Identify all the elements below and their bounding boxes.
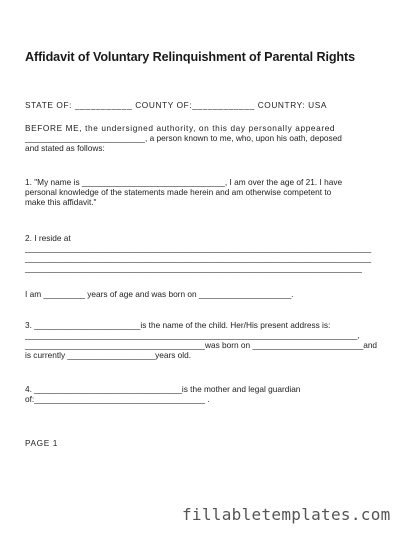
state-county-line: STATE OF: ___________ COUNTY OF:____________ COUNTRY: USA	[25, 100, 327, 110]
document-title: Affidavit of Voluntary Relinquishment of Parental Rights	[25, 50, 356, 64]
item-1-line-3: make this affidavit."	[25, 197, 97, 207]
before-me-paragraph	[25, 123, 410, 153]
before-me-line-2: __________________________, a person known to me, who, upon his oath, deposed	[25, 133, 342, 143]
page-number: PAGE 1	[25, 438, 58, 448]
item-4-paragraph	[25, 384, 410, 404]
item-1-line-1: 1. "My name is _______________________________, I am over the age of 21. I have	[25, 177, 343, 187]
before-me-line-3: and stated as follows:	[25, 143, 105, 153]
before-me-line-1: BEFORE ME, the undersigned authority, on this day personally appeared	[25, 123, 336, 133]
item-4-line-1: 4. ________________________________is the mother and legal guardian	[25, 384, 301, 394]
item-3-paragraph	[25, 320, 410, 360]
watermark-logo: fillabletemplates.com	[182, 505, 391, 524]
item-3-line-3: _______________________________________was born on ________________________and	[25, 340, 378, 350]
item-2-heading: 2. I reside at	[25, 233, 71, 243]
item-3-line-2: ________________________________________________________________________,	[25, 330, 360, 340]
residence-blank-1: ___________________________________________________________________________	[25, 243, 372, 253]
item-3-line-1: 3. _______________________is the name of the child. Her/His present address is:	[25, 320, 331, 330]
item-1-line-2: personal knowledge of the statements made herein and am otherwise competent to	[25, 187, 332, 197]
item-3-line-4: is currently ___________________years old.	[25, 350, 192, 360]
item-1-paragraph	[25, 177, 410, 207]
residence-blank-3: _________________________________________________________________________	[25, 263, 362, 273]
item-4-line-2: of:_____________________________________ .	[25, 394, 210, 404]
residence-blank-2: ___________________________________________________________________________	[25, 253, 372, 263]
item-2-paragraph	[25, 233, 410, 273]
age-birth-line: I am _________ years of age and was born on ____________________.	[25, 289, 294, 299]
